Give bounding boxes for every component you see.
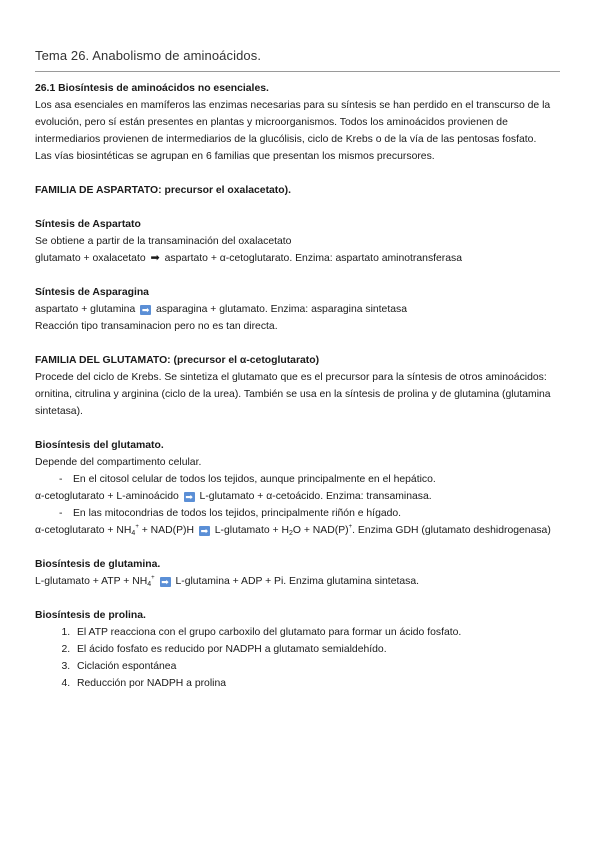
- list-item: - En el citosol celular de todos los tejidos, aunque principalmente en el hepático.: [35, 471, 563, 488]
- equation-left: aspartato + glutamina: [35, 304, 136, 315]
- list-item: - En las mitocondrias de todos los tejidos, principalmente riñón e hígado.: [35, 505, 563, 522]
- list-item: 1. El ATP reacciona con el grupo carboxilo del glutamato para formar un ácido fosfato.: [73, 624, 563, 641]
- aspartato-equation: [35, 250, 563, 267]
- right-arrow-icon: ➡: [185, 492, 193, 502]
- right-arrow-icon: ➡: [141, 305, 150, 315]
- right-arrow-icon: ➡: [161, 577, 169, 587]
- glutamato-family-paragraph: Procede del ciclo de Krebs. Se sintetiza el glutamato que es el precursor para la síntesis de otros aminoácidos: ornitina, citrulina y arginina (ciclo de la urea). También se usa en la síntesis de prolina y de glutamina (glutamina sintetasa).: [35, 372, 551, 417]
- asparagina-equation: [35, 301, 563, 318]
- biosintesis-glutamato-heading: Biosíntesis del glutamato.: [35, 440, 164, 451]
- glutamato-family-heading: FAMILIA DEL GLUTAMATO: (precursor el α-cetoglutarato): [35, 355, 320, 366]
- intro-paragraph: Los asa esenciales en mamíferos las enzimas necesarias para su síntesis se han perdido en el transcurso de la evolución, pero sí están presentes en plantas y microorganismos. Todos los aminoácidos provienen de intermediarios provienen de intermediarios de la glucólisis, ciclo de Krebs o de la vía de las pentosas fosfato.: [35, 100, 551, 145]
- transaminasa-equation: α-cetoglutarato + L-aminoácido ➡ L-glutamato + α-cetoácido. Enzima: transaminasa.: [35, 491, 432, 502]
- biosintesis-glutamina-heading: Biosíntesis de glutamina.: [35, 559, 161, 570]
- biosintesis-glutamato-text: Depende del compartimento celular.: [35, 457, 202, 468]
- list-item: 4. Reducción por NADPH a prolina: [73, 675, 563, 692]
- sintesis-asparagina-heading: Síntesis de Asparagina: [35, 287, 149, 298]
- list-item: 3. Ciclación espontánea: [73, 658, 563, 675]
- equation-left: glutamato + oxalacetato: [35, 253, 146, 264]
- asparagina-note: Reacción tipo transaminacion pero no es tan directa.: [35, 321, 278, 332]
- right-arrow-icon: ➡: [200, 526, 209, 536]
- aspartato-family-heading: FAMILIA DE ASPARTATO: precursor el oxalacetato).: [35, 185, 291, 196]
- dash-bullet-icon: -: [59, 508, 63, 519]
- gdh-equation: α-cetoglutarato + $NH_4^+ + NAD(P)H$ ➡ L-glutamato + $H_2O + NAD(P)^+$. Enzima GDH (glutamato deshidrogenasa): [35, 524, 551, 537]
- document-body: [35, 80, 563, 692]
- dash-bullet-icon: -: [59, 474, 63, 485]
- biosintesis-prolina-heading: Biosíntesis de prolina.: [35, 610, 146, 621]
- sintesis-aspartato-text: Se obtiene a partir de la transaminación del oxalacetato: [35, 236, 292, 247]
- intro-paragraph-2: Las vías biosintéticas se agrupan en 6 familias que presentan los mismos precursores.: [35, 151, 435, 162]
- equation-right: aspartato + α-cetoglutarato. Enzima: aspartato aminotransferasa: [164, 253, 463, 264]
- prolina-steps-list: [35, 624, 563, 692]
- equation-right: asparagina + glutamato. Enzima: asparagina sintetasa: [156, 304, 407, 315]
- page-title: Tema 26. Anabolismo de aminoácidos.: [35, 48, 262, 63]
- sintesis-aspartato-heading: Síntesis de Aspartato: [35, 219, 141, 230]
- section-heading: 26.1 Biosíntesis de aminoácidos no esenciales.: [35, 83, 269, 94]
- right-arrow-icon: ➡: [150, 252, 160, 264]
- header-divider: [35, 71, 560, 72]
- glutamina-equation: L-glutamato + ATP + $NH_4^+$ ➡ L-glutamina + ADP + Pi. Enzima glutamina sintetasa.: [35, 575, 419, 588]
- list-item: 2. El ácido fosfato es reducido por NADPH a glutamato semialdehído.: [73, 641, 563, 658]
